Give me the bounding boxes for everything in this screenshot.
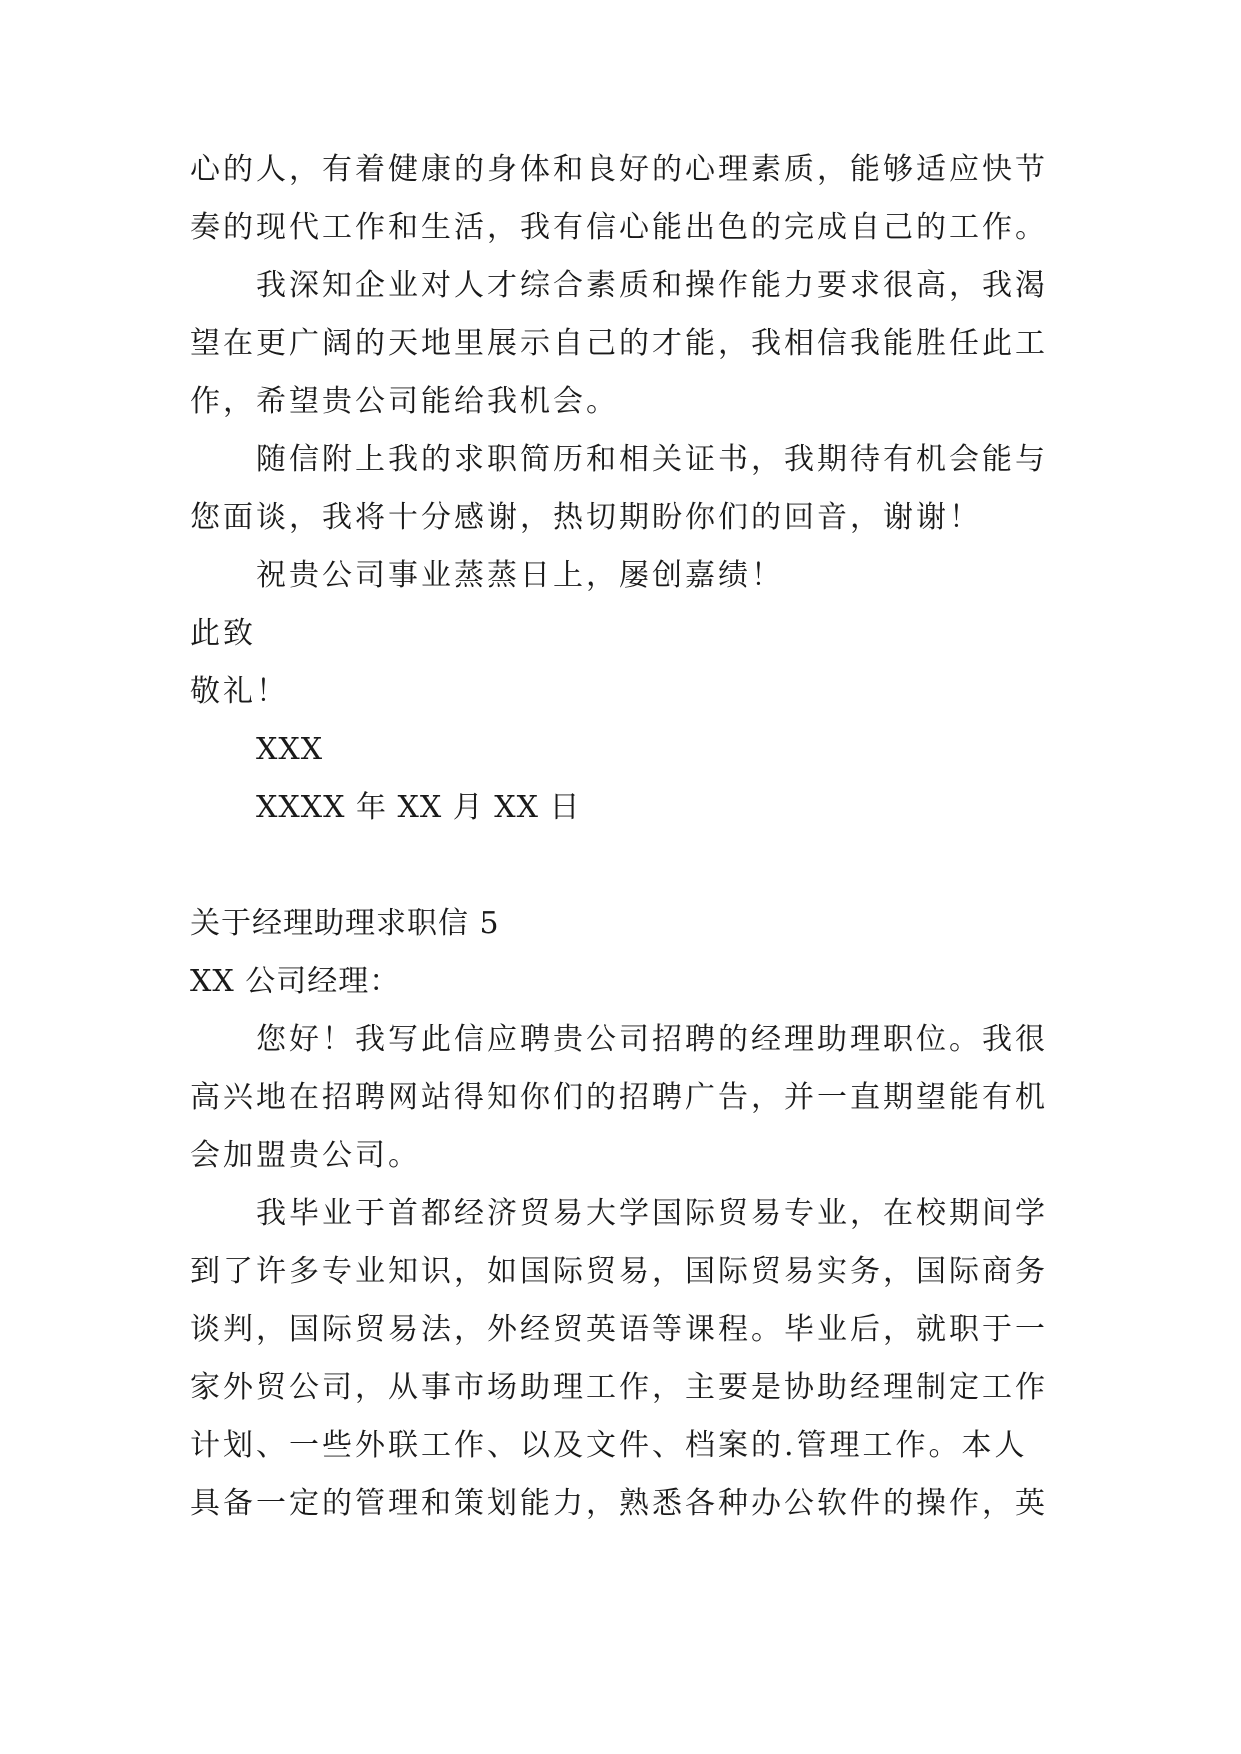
paragraph-line: 您好！我写此信应聘贵公司招聘的经理助理职位。我很	[256, 1022, 1048, 1057]
section-heading: 关于经理助理求职信 5	[190, 906, 500, 941]
salutation: XX 公司经理：	[190, 964, 401, 999]
paragraph-line: 计划、一些外联工作、以及文件、档案的.管理工作。本人	[190, 1428, 1028, 1463]
paragraph-line: 望在更广阔的天地里展示自己的才能，我相信我能胜任此工	[190, 326, 1048, 361]
paragraph-line: 家外贸公司，从事市场助理工作，主要是协助经理制定工作	[190, 1370, 1048, 1405]
paragraph-line: 随信附上我的求职简历和相关证书，我期待有机会能与	[256, 442, 1048, 477]
date-line: XXXX 年 XX 月 XX 日	[256, 790, 581, 825]
paragraph-line: 具备一定的管理和策划能力，熟悉各种办公软件的操作，英	[190, 1486, 1048, 1521]
closing-line: 此致	[190, 616, 256, 651]
paragraph-line: 奏的现代工作和生活，我有信心能出色的完成自己的工作。	[190, 210, 1048, 245]
paragraph-line: 我毕业于首都经济贸易大学国际贸易专业，在校期间学	[256, 1196, 1048, 1231]
closing-salute: 敬礼！	[190, 674, 289, 709]
paragraph-line: 祝贵公司事业蒸蒸日上，屡创嘉绩！	[256, 558, 784, 593]
paragraph-line: 心的人，有着健康的身体和良好的心理素质，能够适应快节	[190, 152, 1048, 187]
paragraph-line: 会加盟贵公司。	[190, 1138, 421, 1173]
paragraph-line: 作，希望贵公司能给我机会。	[190, 384, 619, 419]
signature: XXX	[256, 732, 324, 767]
paragraph-line: 谈判，国际贸易法，外经贸英语等课程。毕业后，就职于一	[190, 1312, 1048, 1347]
paragraph-line: 高兴地在招聘网站得知你们的招聘广告，并一直期望能有机	[190, 1080, 1048, 1115]
paragraph-line: 我深知企业对人才综合素质和操作能力要求很高，我渴	[256, 268, 1048, 303]
paragraph-line: 到了许多专业知识，如国际贸易，国际贸易实务，国际商务	[190, 1254, 1048, 1289]
paragraph-line: 您面谈，我将十分感谢，热切期盼你们的回音，谢谢！	[190, 500, 982, 535]
